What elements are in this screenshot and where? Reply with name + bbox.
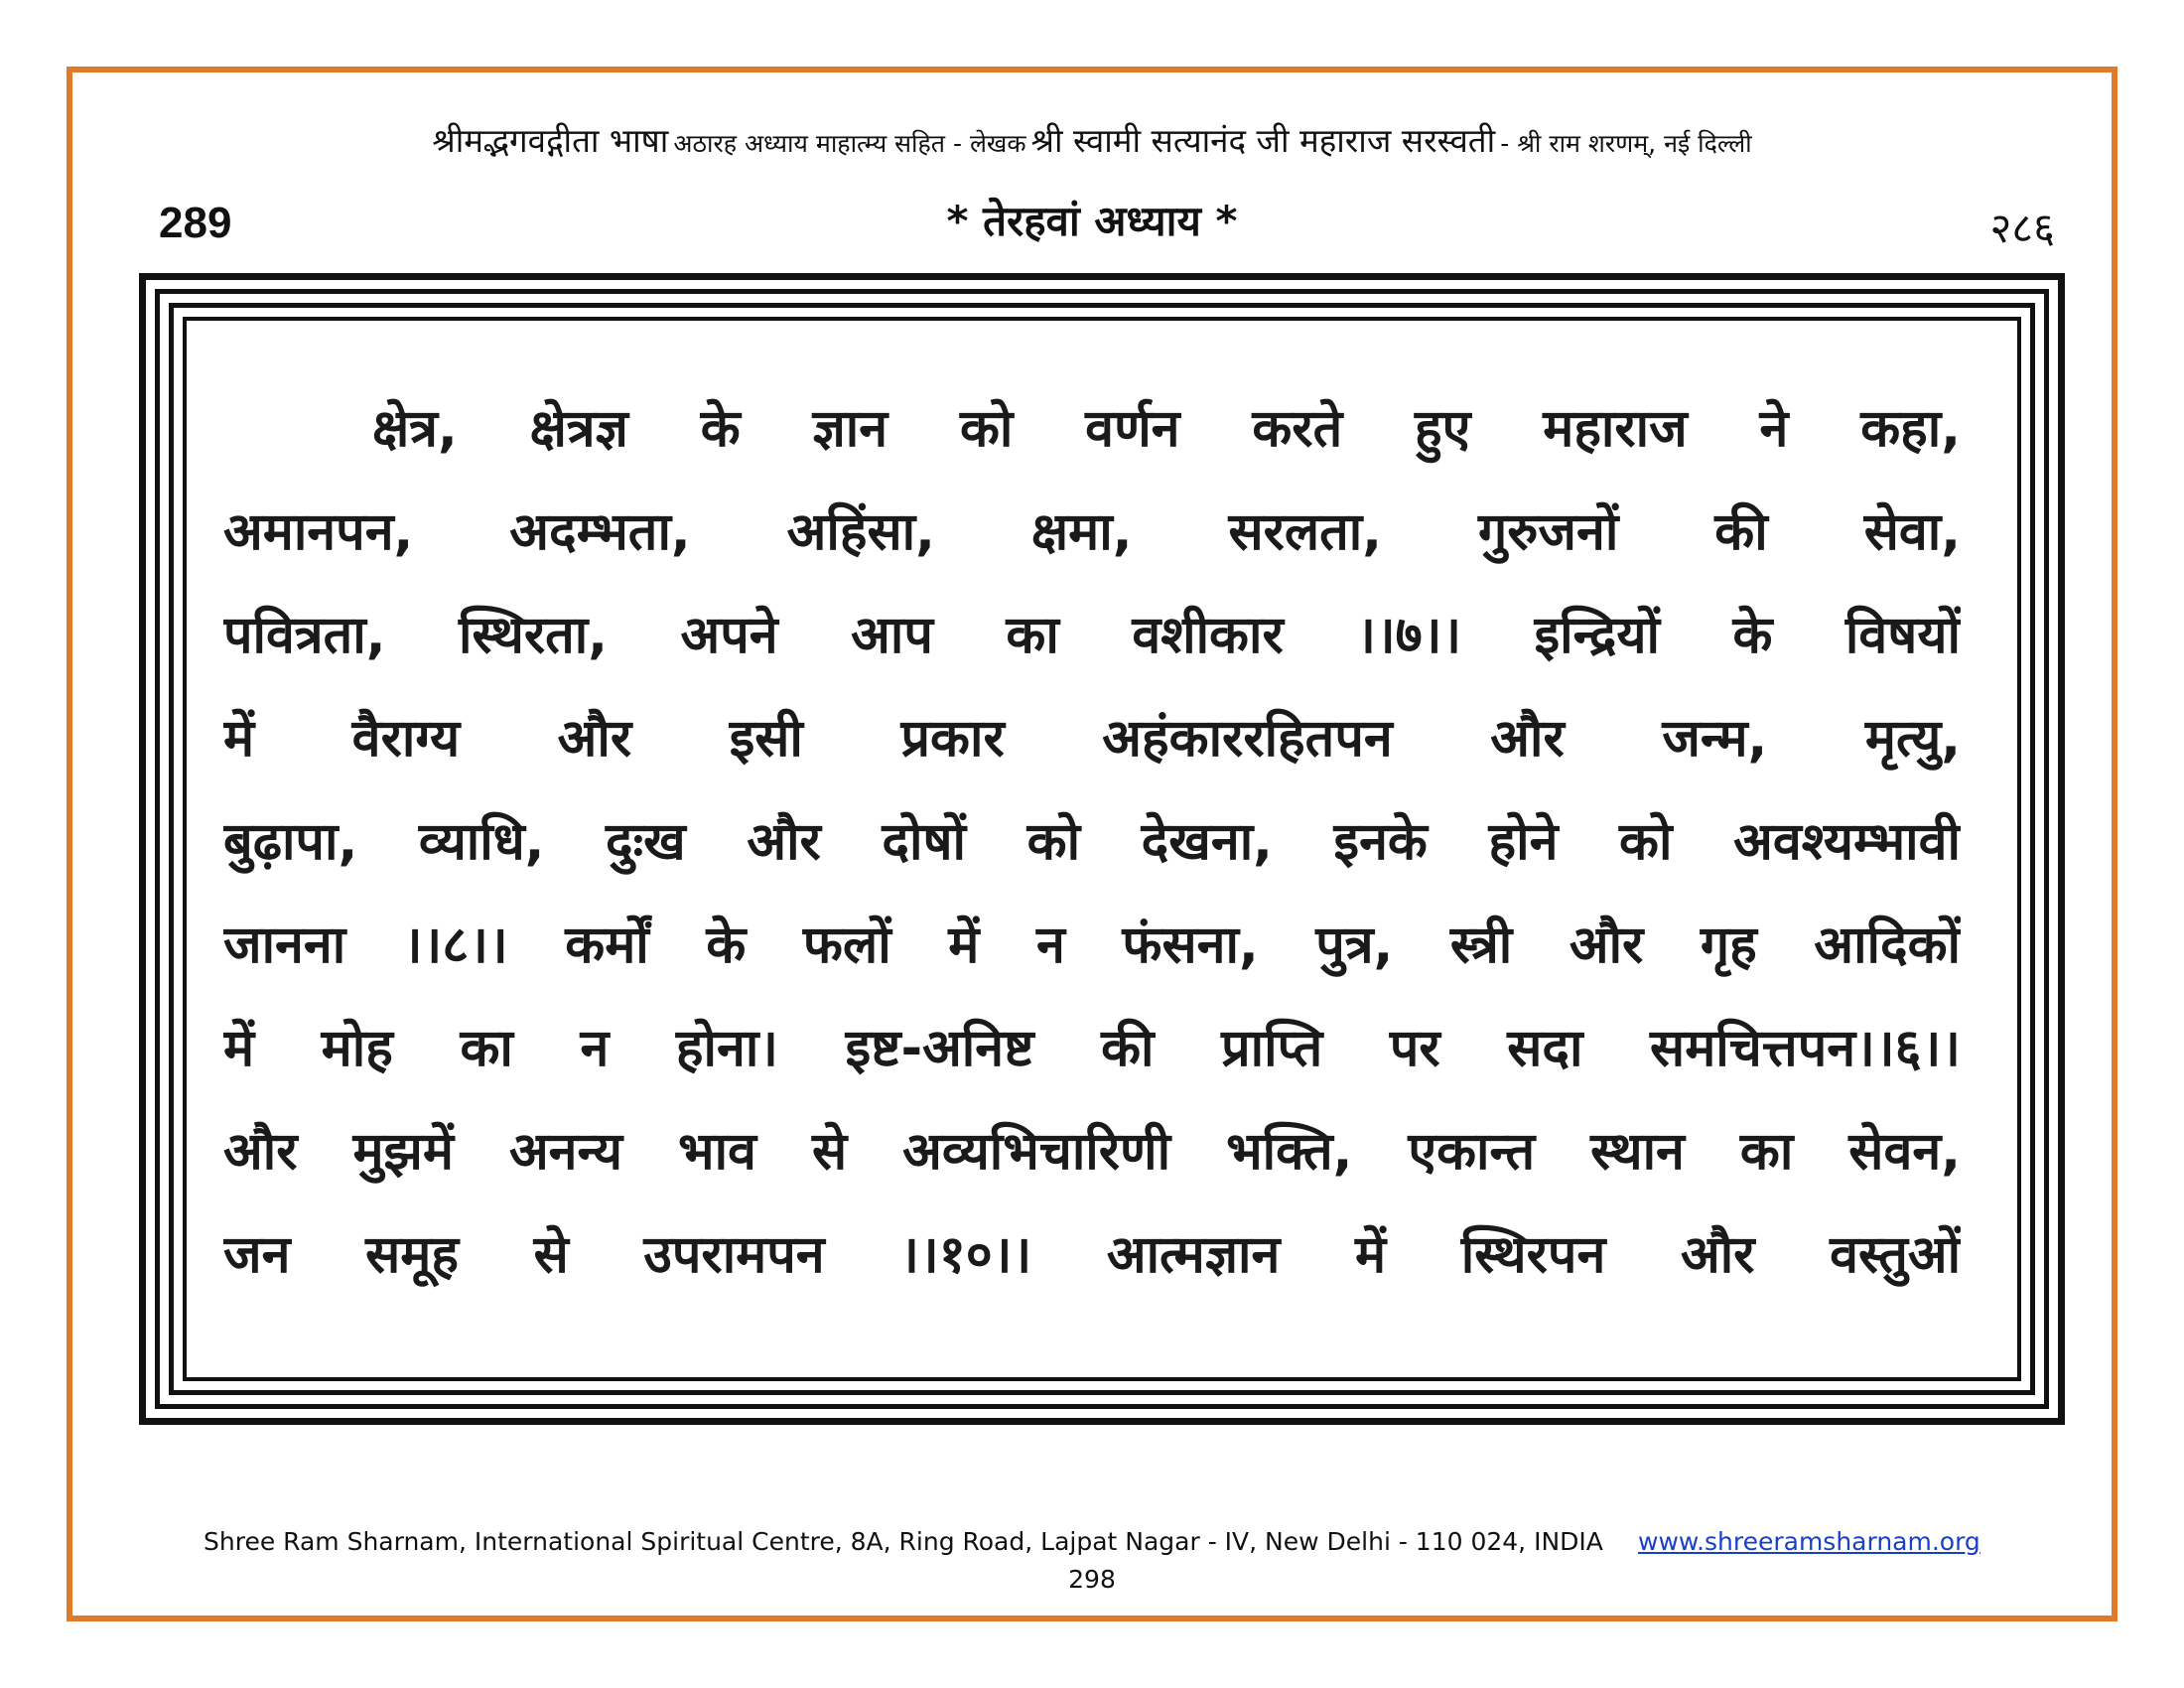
running-header	[109, 117, 2075, 162]
page-number-devanagari: २८६	[1989, 204, 2055, 252]
author-name: श्री स्वामी सत्यानंद जी महाराज सरस्वती	[1030, 121, 1496, 160]
book-subtitle: अठारह अध्याय माहात्म्य सहित - लेखक	[673, 129, 1026, 158]
text-line: में वैराग्य और इसी प्रकार अहंकाररहितपन और जन्म, मृत्यु,	[223, 709, 1961, 769]
page-number-arabic: 289	[159, 199, 232, 247]
text-line: अमानपन, अदम्भता, अहिंसा, क्षमा, सरलता, गुरुजनों की सेवा,	[223, 502, 1961, 562]
footer-address: Shree Ram Sharnam, International Spiritual Centre, 8A, Ring Road, Lajpat Nagar - IV, New Delhi - 110 024, INDIA	[204, 1527, 1603, 1556]
text-line: बुढ़ापा, व्याधि, दुःख और दोषों को देखना, इनके होने को अवश्यम्भावी	[223, 812, 1961, 872]
verse-text	[223, 377, 1961, 1307]
chapter-title: * तेरहवां अध्याय *	[946, 197, 1238, 245]
website-link[interactable]: www.shreeramsharnam.org	[1638, 1527, 1980, 1556]
text-line: पवित्रता, स्थिरता, अपने आप का वशीकार ।।७।। इन्द्रियों के विषयों	[223, 606, 1961, 665]
text-line: जानना ।।८।। कर्मों के फलों में न फंसना, पुत्र, स्त्री और गृह आदिकों	[223, 915, 1961, 975]
book-title: श्रीमद्भगवद्गीता भाषा	[432, 121, 669, 160]
text-line: और मुझमें अनन्य भाव से अव्यभिचारिणी भक्ति, एकान्त स्थान का सेवन,	[223, 1122, 1961, 1182]
text-line: में मोह का न होना। इष्ट-अनिष्ट की प्राप्ति पर सदा समचित्तपन।।६।।	[223, 1019, 1961, 1078]
publisher: - श्री राम शरणम्, नई दिल्ली	[1500, 129, 1752, 158]
text-line: जन समूह से उपरामपन ।।१०।। आत्मज्ञान में स्थिरपन और वस्तुओं	[223, 1225, 1961, 1285]
text-line: क्षेत्र, क्षेत्रज्ञ के ज्ञान को वर्णन करते हुए महाराज ने कहा,	[372, 399, 1961, 459]
footer-page-number: 298	[1068, 1565, 1116, 1594]
